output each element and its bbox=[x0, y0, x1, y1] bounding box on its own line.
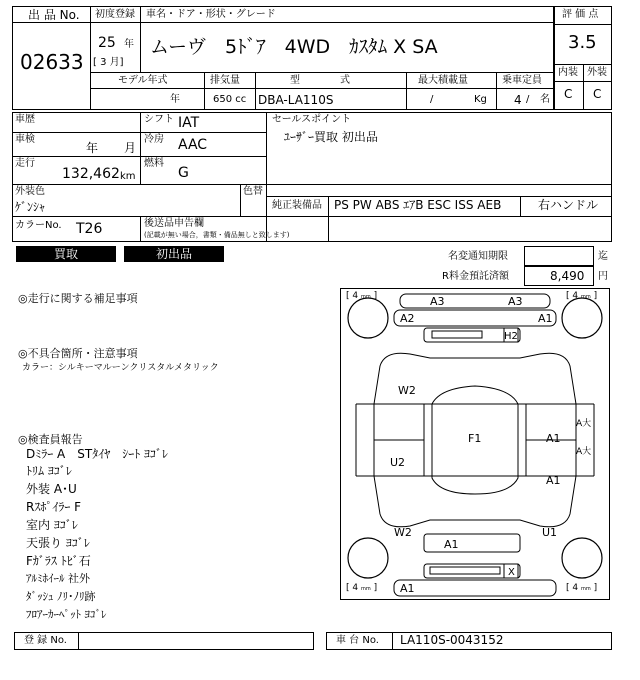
inspector-line: ｱﾙﾐﾎｲｰﾙ 社外 bbox=[26, 572, 90, 585]
exterior-color: ｹﾞﾝｼｬ bbox=[15, 200, 46, 214]
standard-equipment-label: 純正装備品 bbox=[272, 200, 322, 211]
shift-label: シフト bbox=[144, 114, 174, 125]
first-registration-month: [ 3 月] bbox=[93, 57, 124, 68]
transfer-deadline-box bbox=[524, 246, 594, 266]
capacity-unit: 名 bbox=[540, 94, 550, 105]
recycle-fee: 8,490 bbox=[550, 269, 585, 283]
capacity-label: 乗車定員 bbox=[502, 75, 542, 86]
mark-right-front-fender: U1 bbox=[542, 526, 558, 539]
interior-grade: C bbox=[564, 87, 573, 101]
mark-rear-bumper-right: A1 bbox=[538, 312, 553, 325]
history-label: 車歴 bbox=[15, 114, 35, 125]
mileage-label: 走行 bbox=[15, 158, 35, 169]
shaken-year: 年 bbox=[86, 141, 99, 155]
model-year-unit: 年 bbox=[170, 94, 180, 105]
buyback-bar: 買取 bbox=[16, 246, 116, 262]
mark-rear-window: H2 bbox=[504, 331, 518, 342]
later-docs-label: 後送品申告欄 bbox=[144, 218, 204, 229]
model-year-label: モデル年式 bbox=[118, 75, 168, 86]
transfer-deadline-unit: 迄 bbox=[598, 251, 608, 262]
model-code: DBA-LA110S bbox=[258, 93, 334, 107]
shaken-month: 月 bbox=[124, 141, 137, 155]
inspector-line: 天張り ﾖｺﾞﾚ bbox=[26, 536, 90, 550]
color-no: T26 bbox=[76, 221, 103, 237]
mark-left-rear-quarter: W2 bbox=[398, 384, 416, 397]
mark-roof: F1 bbox=[468, 432, 482, 445]
recycle-fee-label: R料金預託済額 bbox=[442, 271, 509, 282]
exterior-color-label: 外装色 bbox=[15, 186, 45, 197]
mark-rear-bumper-left: A2 bbox=[400, 312, 415, 325]
max-load-separator: / bbox=[430, 94, 434, 105]
lot-no-label: 出 品 No. bbox=[28, 8, 80, 22]
tire-depth-front-right: [ 4 mm ] bbox=[566, 583, 598, 593]
registration-no-label: 登 録 No. bbox=[24, 635, 67, 646]
later-docs-note: (記載が無い場合，書類・備品無しと致します) bbox=[144, 231, 290, 239]
sales-point-label: セールスポイント bbox=[272, 114, 352, 125]
inspector-line: Dﾐﾗｰ A STﾀｲﾔ ｼｰﾄ ﾖｺﾞﾚ bbox=[26, 447, 169, 461]
mileage: 132,462 bbox=[62, 166, 120, 182]
mark-left-front-fender: W2 bbox=[394, 526, 412, 539]
inspector-line: ﾌﾛｱｰｶｰﾍﾟｯﾄ ﾖｺﾞﾚ bbox=[26, 608, 107, 621]
shaken-label: 車検 bbox=[15, 134, 35, 145]
chassis-no-label: 車 台 No. bbox=[336, 635, 379, 646]
steering-side: 右ハンドル bbox=[538, 198, 599, 212]
interior-label: 内装 bbox=[558, 67, 578, 78]
lot-no: 02633 bbox=[20, 50, 84, 74]
defects-title: ◎不具合箇所・注意事項 bbox=[18, 347, 138, 360]
mark-front-glass: X bbox=[508, 567, 515, 578]
mark-front-bumper: A1 bbox=[400, 582, 415, 595]
transfer-deadline-label: 名変通知期限 bbox=[448, 251, 508, 262]
inspector-report-title: ◎検査員報告 bbox=[18, 433, 83, 446]
tire-depth-rear-left: [ 4 mm ] bbox=[346, 291, 378, 301]
driving-notes-title: ◎走行に関する補足事項 bbox=[18, 292, 138, 305]
first-listing-bar: 初出品 bbox=[124, 246, 224, 262]
score-label: 評 価 点 bbox=[562, 9, 599, 20]
tire-depth-front-left: [ 4 mm ] bbox=[346, 583, 378, 593]
mileage-unit: km bbox=[120, 171, 136, 182]
capacity: 4 bbox=[514, 93, 522, 107]
sales-point: ﾕｰｻﾞｰ買取 初出品 bbox=[284, 130, 378, 144]
mark-rear-top-left: A3 bbox=[430, 295, 445, 308]
mark-hood: A1 bbox=[444, 538, 459, 551]
model-label: 型 式 bbox=[290, 75, 350, 86]
exterior-label: 外装 bbox=[587, 67, 607, 78]
color-note: カラー：シルキーマルーンクリスタルメタリック bbox=[22, 363, 219, 373]
tire-depth-rear-right: [ 4 mm ] bbox=[566, 291, 598, 301]
standard-equipment: PS PW ABS ｴｱB ESC ISS AEB bbox=[334, 198, 502, 212]
mark-right-rear-door: A1 bbox=[546, 432, 561, 445]
first-registration-year: 25 bbox=[98, 35, 116, 51]
mark-rear-top-right: A3 bbox=[508, 295, 523, 308]
ac: AAC bbox=[178, 137, 208, 153]
score: 3.5 bbox=[568, 32, 597, 53]
color-change-label: 色替 bbox=[243, 186, 263, 197]
mark-left-door: U2 bbox=[390, 456, 406, 469]
inspector-line: ﾀﾞｯｼｭ ﾉﾘ･ﾉﾘ跡 bbox=[26, 590, 96, 603]
year-unit: 年 bbox=[124, 39, 134, 50]
color-no-label: カラーNo. bbox=[15, 220, 62, 231]
fuel: G bbox=[178, 165, 189, 181]
recycle-fee-unit: 円 bbox=[598, 271, 608, 282]
inspector-line: Rｽﾎﾟｲﾗｰ F bbox=[26, 500, 82, 514]
exterior-grade: C bbox=[593, 87, 602, 101]
car-name: ムーヴ 5ﾄﾞｱ 4WD ｶｽﾀﾑ X SA bbox=[150, 36, 438, 58]
fuel-label: 燃料 bbox=[144, 158, 164, 169]
max-load-label: 最大積載量 bbox=[418, 75, 468, 86]
first-registration-label: 初度登録 bbox=[95, 9, 135, 20]
displacement: 650 cc bbox=[213, 94, 247, 105]
damage-diagram bbox=[340, 288, 610, 600]
car-name-label: 車名・ドア・形状・グレード bbox=[146, 9, 276, 20]
mark-right-front-door: A1 bbox=[546, 474, 561, 487]
inspector-line: ﾄﾘﾑ ﾖｺﾞﾚ bbox=[26, 464, 72, 478]
capacity-separator: / bbox=[526, 94, 530, 105]
mark-right-panel-note-2: A大 bbox=[576, 447, 592, 457]
inspector-line: 外装 A･U bbox=[26, 482, 77, 496]
mark-right-panel-note: A大 bbox=[576, 419, 592, 429]
chassis-no: LA110S-0043152 bbox=[400, 633, 504, 647]
inspector-line: Fｶﾞﾗｽ ﾄﾋﾞ石 bbox=[26, 554, 91, 568]
ac-label: 冷房 bbox=[144, 134, 164, 145]
displacement-label: 排気量 bbox=[210, 75, 240, 86]
shift: IAT bbox=[178, 115, 200, 131]
inspector-line: 室内 ﾖｺﾞﾚ bbox=[26, 518, 78, 532]
max-load-unit: Kg bbox=[474, 94, 487, 105]
